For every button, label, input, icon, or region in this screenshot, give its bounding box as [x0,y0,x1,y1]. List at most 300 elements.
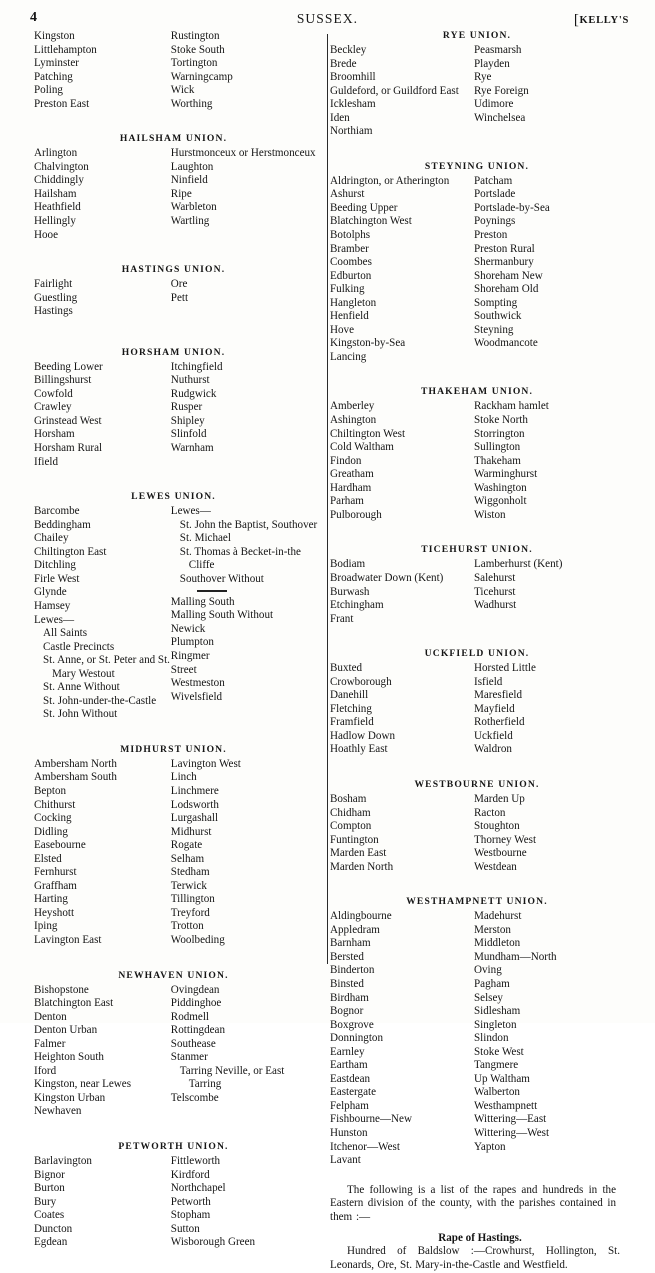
list-item: Lurgashall [170,812,219,825]
list-item: Oving [474,964,502,977]
list-item: Horsham [34,428,75,441]
list-item: Merston [474,923,511,936]
list-item: Woolbeding [170,933,225,946]
list-item: Littlehampton [34,43,97,56]
list-item: Mundham—North [474,950,557,963]
rape-heading: Rape of Hastings. [438,1232,522,1245]
list-item: Chidham [330,806,371,819]
list-item: Blatchington East [34,997,114,1010]
union-title: STEYNING UNION. [424,160,530,172]
list-item: Madehurst [474,910,522,923]
union-title: PETWORTH UNION. [118,1141,229,1152]
list-item: Ringmer [170,649,210,662]
list-item: Danehill [330,689,369,702]
list-item: Wittering—West [474,1127,550,1139]
list-item: Pulborough [330,508,382,521]
list-item: Isfield [474,675,503,688]
list-item: Wadhurst [474,599,517,612]
union-block-ticehurst [330,544,630,626]
union-title: LEWES UNION. [131,491,216,503]
list-item: Barnham [330,937,371,950]
list-item: St. Anne Without [43,681,120,694]
list-item: Poling [34,84,63,97]
list-item: Binsted [330,977,364,990]
list-item: Lancing [330,350,367,363]
continuation-sublist-a [34,30,171,111]
list-item: Peasmarsh [474,44,522,56]
list-item: Rackham hamlet [474,400,549,413]
list-item: Lyminster [34,57,79,70]
list-item: Portslade [474,188,516,201]
list-item: Westdean [474,860,517,873]
open-bracket: [ [573,12,580,28]
list-item: Terwick [170,879,207,892]
union-title: WESTHAMPNETT UNION. [406,896,548,908]
list-item: Ashington [330,414,377,427]
list-item: Grinstead West [34,414,102,427]
list-item: Guldeford, or Guildford East [330,84,459,97]
list-item: Southease [170,1037,216,1050]
list-item: Storrington [474,427,525,440]
list-item: Wartling [170,215,210,228]
list-item: Donnington [330,1032,384,1045]
list-item: St. Michael [179,532,231,545]
list-item: Patching [34,70,73,83]
list-item: Etchingham [330,599,384,612]
list-item: Kingston-by-Sea [330,337,406,350]
list-item: Guestling [34,291,78,304]
list-item: Parham [330,495,364,508]
union-title: HAILSHAM UNION. [119,133,228,145]
list-item: Thorney West [474,833,537,846]
list-item: Icklesham [330,98,376,111]
union-title: RYE UNION. [442,30,512,41]
list-item: Trotton [170,920,204,933]
union-title: HORSHAM UNION. [121,346,226,358]
union-title: WESTBOURNE UNION. [414,778,540,790]
running-head [0,10,655,32]
list-item: Duncton [34,1222,73,1235]
list-item: Linch [170,771,197,784]
list-item: Stoke North [474,414,528,427]
list-item: Treyford [170,906,210,919]
list-item: Earnley [330,1045,365,1058]
list-item: Rottingdean [170,1024,226,1037]
list-item: Tillington [170,893,215,906]
list-item: Pett [170,291,189,304]
list-item: Marden Up [474,792,525,805]
list-item: St. Anne, or St. Peter and St. Mary Westout [43,654,170,680]
list-item: Heathfield [34,201,81,214]
list-item: Aldingbourne [330,910,392,923]
list-item: Preston [474,229,508,242]
list-item: Udimore [474,98,514,111]
list-item: Wittering—East [474,1113,547,1126]
list-item: Playden [474,57,510,70]
union-sublist-b [474,910,630,1154]
list-item: Street [170,663,197,676]
list-item: Birdham [330,991,369,1004]
list-item: Northchapel [170,1182,226,1195]
list-item: Ore [170,278,188,291]
list-item: Poynings [474,215,516,228]
list-item: Warnham [170,442,214,455]
list-item: Hooe [34,228,59,241]
list-item: St. Thomas à Becket-in-the Cliffe [179,545,301,572]
union-block-uckfield [330,648,630,757]
list-item: Lamberhurst (Kent) [474,558,563,571]
list-item: Stoughton [474,820,520,833]
list-item: Buxted [330,662,363,675]
union-sublist-b [474,44,630,125]
running-title: SUSSEX. [296,11,359,26]
list-item: Salehurst [474,571,516,584]
list-item: Coates [34,1209,65,1222]
list-item: Rudgwick [170,387,217,400]
list-item: Hurstmonceux or Herstmonceux [170,147,316,160]
list-item: Racton [474,806,506,819]
list-item: Fishbourne—New [330,1113,412,1126]
list-item: Beeding Lower [34,360,103,373]
list-item: Stedham [170,866,210,879]
list-item: Chiddingly [34,174,84,187]
list-item: Broomhill [330,71,376,84]
group-label: Lewes— [170,505,211,518]
list-item: Burton [34,1182,65,1195]
list-item: Billingshurst [34,374,92,387]
list-item: Worthing [170,97,213,110]
union-sublist-b [171,984,319,1106]
list-item: Shoreham New [474,269,543,282]
list-item: Uckfield [474,729,513,742]
list-item: Blatchington West [330,215,412,228]
list-item: Iden [330,111,350,124]
list-item: Mayfield [474,702,515,715]
list-item: Tangmere [474,1059,519,1072]
list-item: Stanmer [170,1051,208,1064]
list-item: Westmeston [170,677,225,690]
list-item: Cocking [34,812,72,825]
union-block-thakeham [330,386,630,522]
list-item: Arlington [34,147,78,160]
list-item: Aldrington, or Atherington [330,174,450,187]
list-item: Barcombe [34,505,80,518]
list-item: Hamsey [34,599,71,612]
list-item: Chailey [34,532,69,545]
list-item: Winchelsea [474,111,526,124]
list-item: Middleton [474,937,521,950]
list-item: Compton [330,820,372,833]
list-item: Hangleton [330,296,377,309]
list-item: Iford [34,1064,57,1077]
list-item: Hunston [330,1127,368,1139]
list-item: Fittleworth [170,1155,221,1167]
list-item: Bognor [330,1005,364,1018]
union-sublist-a [330,910,474,1167]
list-item: Findon [330,454,362,467]
list-item: Sidlesham [474,1005,521,1018]
list-item: St. John-under-the-Castle [43,694,157,707]
list-item: Lavington West [170,757,241,770]
list-item: Frant [330,612,354,625]
list-item: Hardham [330,481,372,494]
list-item: Chiltington West [330,427,406,440]
list-item: Slinfold [170,428,207,441]
union-block-hastings [34,264,319,319]
list-item: Warminghurst [474,468,538,481]
list-item: Chithurst [34,798,76,811]
list-item: Beckley [330,44,367,56]
list-item: Castle Precincts [43,640,115,653]
list-item: Edburton [330,269,372,282]
list-item: Tarring Neville, or East Tarring [179,1064,285,1091]
list-item: Falmer [34,1037,66,1050]
list-item: Slindon [474,1032,509,1045]
list-item: Wiggonholt [474,495,527,508]
union-block-horsham [34,347,319,469]
list-item: Pagham [474,977,510,990]
union-block-lewes [34,491,319,722]
list-item: Telscombe [170,1091,219,1104]
list-item: Laughton [170,160,214,173]
union-block-newhaven [34,970,319,1119]
list-item: Washington [474,481,527,494]
list-item: Rusper [170,401,203,414]
list-item: Firle West [34,572,80,585]
list-item: Up Waltham [474,1072,530,1085]
list-item: Ripe [170,187,192,200]
union-sublist-a [34,758,171,948]
union-sublist-b [474,662,630,757]
page-number: 4 [30,10,37,25]
list-item: Singleton [474,1018,517,1031]
union-block-steyning [330,161,630,365]
list-item: Hellingly [34,215,76,228]
union-sublist-b [171,758,319,948]
union-block-hailsham [34,133,319,242]
union-block-westbourne [330,779,630,874]
union-title: UCKFIELD UNION. [424,648,530,660]
list-item: Sompting [474,296,518,309]
list-item: Northiam [330,125,373,138]
list-item: Egdean [34,1236,68,1249]
list-item: Funtington [330,833,379,846]
list-item: Hoathly East [330,743,388,756]
list-item: Cowfold [34,387,73,400]
union-block-rye [330,30,630,139]
union-sublist-b [474,175,630,351]
list-item: Sutton [170,1222,200,1235]
list-item: Bersted [330,950,364,963]
list-item: Steyning [474,323,514,336]
list-item: Ovingdean [170,983,220,996]
list-item: Piddinghoe [170,997,222,1010]
union-sublist-a [330,44,474,139]
list-item: Rye [474,71,492,84]
list-item: Beddingham [34,518,91,531]
list-item: Southwick [474,310,522,323]
list-item: Lavant [330,1154,361,1167]
continuation-list [34,30,319,111]
list-item: Selham [170,852,205,865]
list-item: Westhampnett [474,1099,538,1112]
union-sublist-a [34,1155,171,1250]
list-item: Westbourne [474,847,527,860]
list-item: Eartham [330,1059,368,1072]
list-item: Newhaven [34,1105,82,1118]
list-item: Marden North [330,860,394,873]
list-item: Bury [34,1195,57,1208]
group-label: Lewes— [34,613,75,626]
list-item: Framfield [330,716,374,729]
list-item: Preston Rural [474,242,535,255]
list-item: Bramber [330,242,369,255]
list-item: St. John the Baptist, Southover [179,518,318,531]
list-item: Graffham [34,879,77,892]
union-sublist-a [34,278,171,319]
list-item: Bishopstone [34,983,89,996]
list-item: Binderton [330,964,375,977]
list-item: Plumpton [170,636,214,649]
union-sublist-b [474,558,630,612]
list-item: Shoreham Old [474,283,539,296]
union-sublist-b [171,505,319,704]
list-item: Rustington [170,30,220,42]
list-item: Bignor [34,1168,65,1181]
list-item: Malling South [170,595,235,608]
list-item: Easebourne [34,839,86,852]
list-item: Bosham [330,792,367,805]
union-sublist-a [330,793,474,874]
list-item: Southover Without [179,572,264,585]
publisher-name: KELLY'S [579,15,629,26]
section-divider-rule [197,590,227,591]
union-sublist-a [34,361,171,469]
list-item: Sullington [474,441,521,454]
list-item: Nuthurst [170,374,210,387]
union-sublist-a [330,662,474,757]
list-item: Wick [170,84,195,97]
list-item: Ninfield [170,174,208,187]
list-item: Wiston [474,508,506,521]
union-sublist-a [330,558,474,626]
list-item: Boxgrove [330,1018,374,1031]
list-item: All Saints [43,627,88,640]
list-item: Midhurst [170,825,212,838]
list-item: Cold Waltham [330,441,394,454]
list-item: Shipley [170,414,205,427]
union-sublist-a [34,505,171,722]
continuation-sublist-b [171,30,319,111]
list-item: Stoke South [170,43,225,56]
list-item: Ambersham South [34,771,117,784]
union-sublist-b [171,278,319,305]
list-item: Wisborough Green [170,1236,256,1249]
list-item: Linchmere [170,784,219,797]
union-block-midhurst [34,744,319,948]
list-item: Fernhurst [34,866,77,879]
list-item: Hadlow Down [330,729,396,742]
list-item: Hastings [34,305,73,318]
list-item: Horsted Little [474,662,536,675]
union-title: THAKEHAM UNION. [420,386,534,398]
list-item: Stopham [170,1209,211,1222]
list-item: Harting [34,893,68,906]
list-item: Woodmancote [474,337,538,350]
column-divider-rule [327,34,328,964]
list-item: Thakeham [474,454,521,467]
list-item: Crawley [34,401,72,414]
publisher-mark [574,12,629,29]
list-item: Ambersham North [34,757,117,770]
list-item: Hailsham [34,187,77,200]
union-block-petworth [34,1141,319,1250]
closing-paragraph: The following is a list of the rapes and hundreds in the Eastern division of the county, with the parishes contained in them :— [330,1183,616,1224]
list-item: Amberley [330,400,375,413]
list-item: Selsey [474,991,503,1004]
list-item: St. John Without [43,708,118,721]
list-item: Beeding Upper [330,201,398,214]
union-block-westhampnett [330,896,630,1167]
list-item: Newick [170,622,206,635]
list-item: Chiltington East [34,545,107,558]
list-item: Tortington [170,57,218,70]
list-item: Ditchling [34,559,76,572]
union-title: HASTINGS UNION. [121,264,226,276]
list-item: Burwash [330,585,370,598]
list-item: Glynde [34,586,67,599]
list-item: Lavington East [34,933,102,946]
list-item: Yapton [474,1140,506,1153]
list-item: Heighton South [34,1051,104,1064]
list-item: Felpham [330,1099,369,1112]
union-title: NEWHAVEN UNION. [118,969,229,981]
list-item: Maresfield [474,689,523,702]
union-title: MIDHURST UNION. [120,743,227,755]
list-item: Chalvington [34,160,89,173]
list-item: Itchenor—West [330,1140,400,1153]
list-item: Greatham [330,468,374,481]
list-item: Heyshott [34,906,75,919]
list-item: Iping [34,920,58,933]
list-item: Kirdford [170,1168,210,1181]
list-item: Elsted [34,852,62,865]
list-item: Crowborough [330,675,392,688]
union-sublist-b [474,793,630,874]
list-item: Ifield [34,455,59,468]
list-item: Didling [34,825,68,838]
list-item: Malling South Without [170,609,274,622]
list-item: Denton Urban [34,1024,98,1037]
list-item: Portslade-by-Sea [474,201,550,214]
list-item: Barlavington [34,1155,92,1167]
list-item: Petworth [170,1195,211,1208]
list-item: Kingston Urban [34,1091,106,1104]
union-sublist-b [474,400,630,522]
list-item: Brede [330,57,357,70]
union-sublist-b [171,147,319,228]
union-title: TICEHURST UNION. [421,544,533,556]
list-item: Henfield [330,310,369,323]
list-item: Broadwater Down (Kent) [330,571,444,584]
union-sublist-a [34,984,171,1119]
union-sublist-a [34,147,171,242]
list-item: Patcham [474,174,513,187]
list-item: Denton [34,1010,67,1023]
list-item: Itchingfield [170,360,223,373]
list-item: Hove [330,323,355,336]
list-item: Warbleton [170,201,217,214]
